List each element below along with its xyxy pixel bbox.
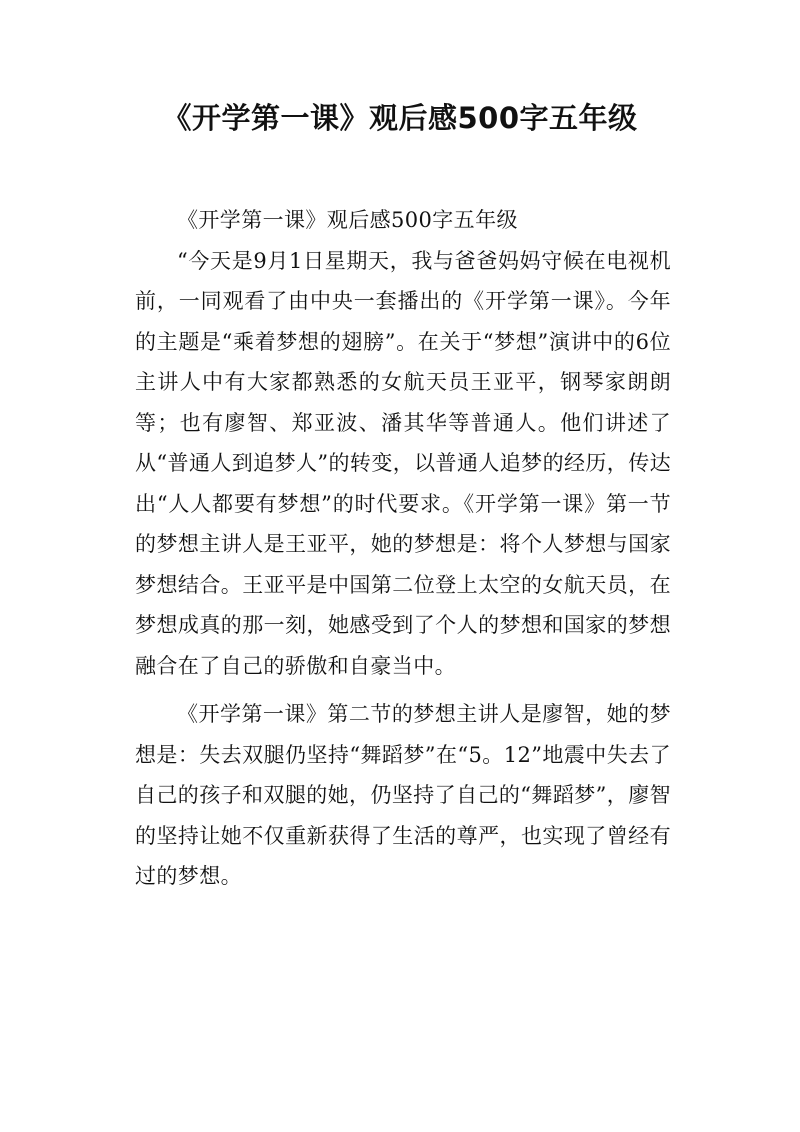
paragraph-subtitle: 《开学第一课》观后感500字五年级 — [177, 208, 518, 232]
paragraph-second-lesson: 《开学第一课》第二节的梦想主讲人是廖智，她的梦想是：失去双腿仍坚持“舞蹈梦”在“5。12”地震中失去了自己的孩子和双腿的她，仍坚持了自己的“舞蹈梦”，廖智的坚持让她不仅重新获得了生活的尊严，也实现了曾经有过的梦想。 — [135, 702, 671, 888]
document-title: 《开学第一课》观后感500字五年级 — [162, 101, 638, 135]
document-body — [135, 200, 671, 897]
paragraph-first-lesson: “今天是9月1日星期天，我与爸爸妈妈守候在电视机前，一同观看了由中央一套播出的《开学第一课》。今年的主题是“乘着梦想的翅膀”。在关于“梦想”演讲中的6位主讲人中有大家都熟悉的女航天员王亚平，钢琴家朗朗等；也有廖智、郑亚波、潘其华等普通人。他们讲述了从“普通人到追梦人”的转变，以普通人追梦的经历，传达出“人人都要有梦想”的时代要求。《开学第一课》第一节的梦想主讲人是王亚平，她的梦想是：将个人梦想与国家梦想结合。王亚平是中国第二位登上太空的女航天员，在梦想成真的那一刻，她感受到了个人的梦想和国家的梦想融合在了自己的骄傲和自豪当中。 — [135, 248, 671, 678]
